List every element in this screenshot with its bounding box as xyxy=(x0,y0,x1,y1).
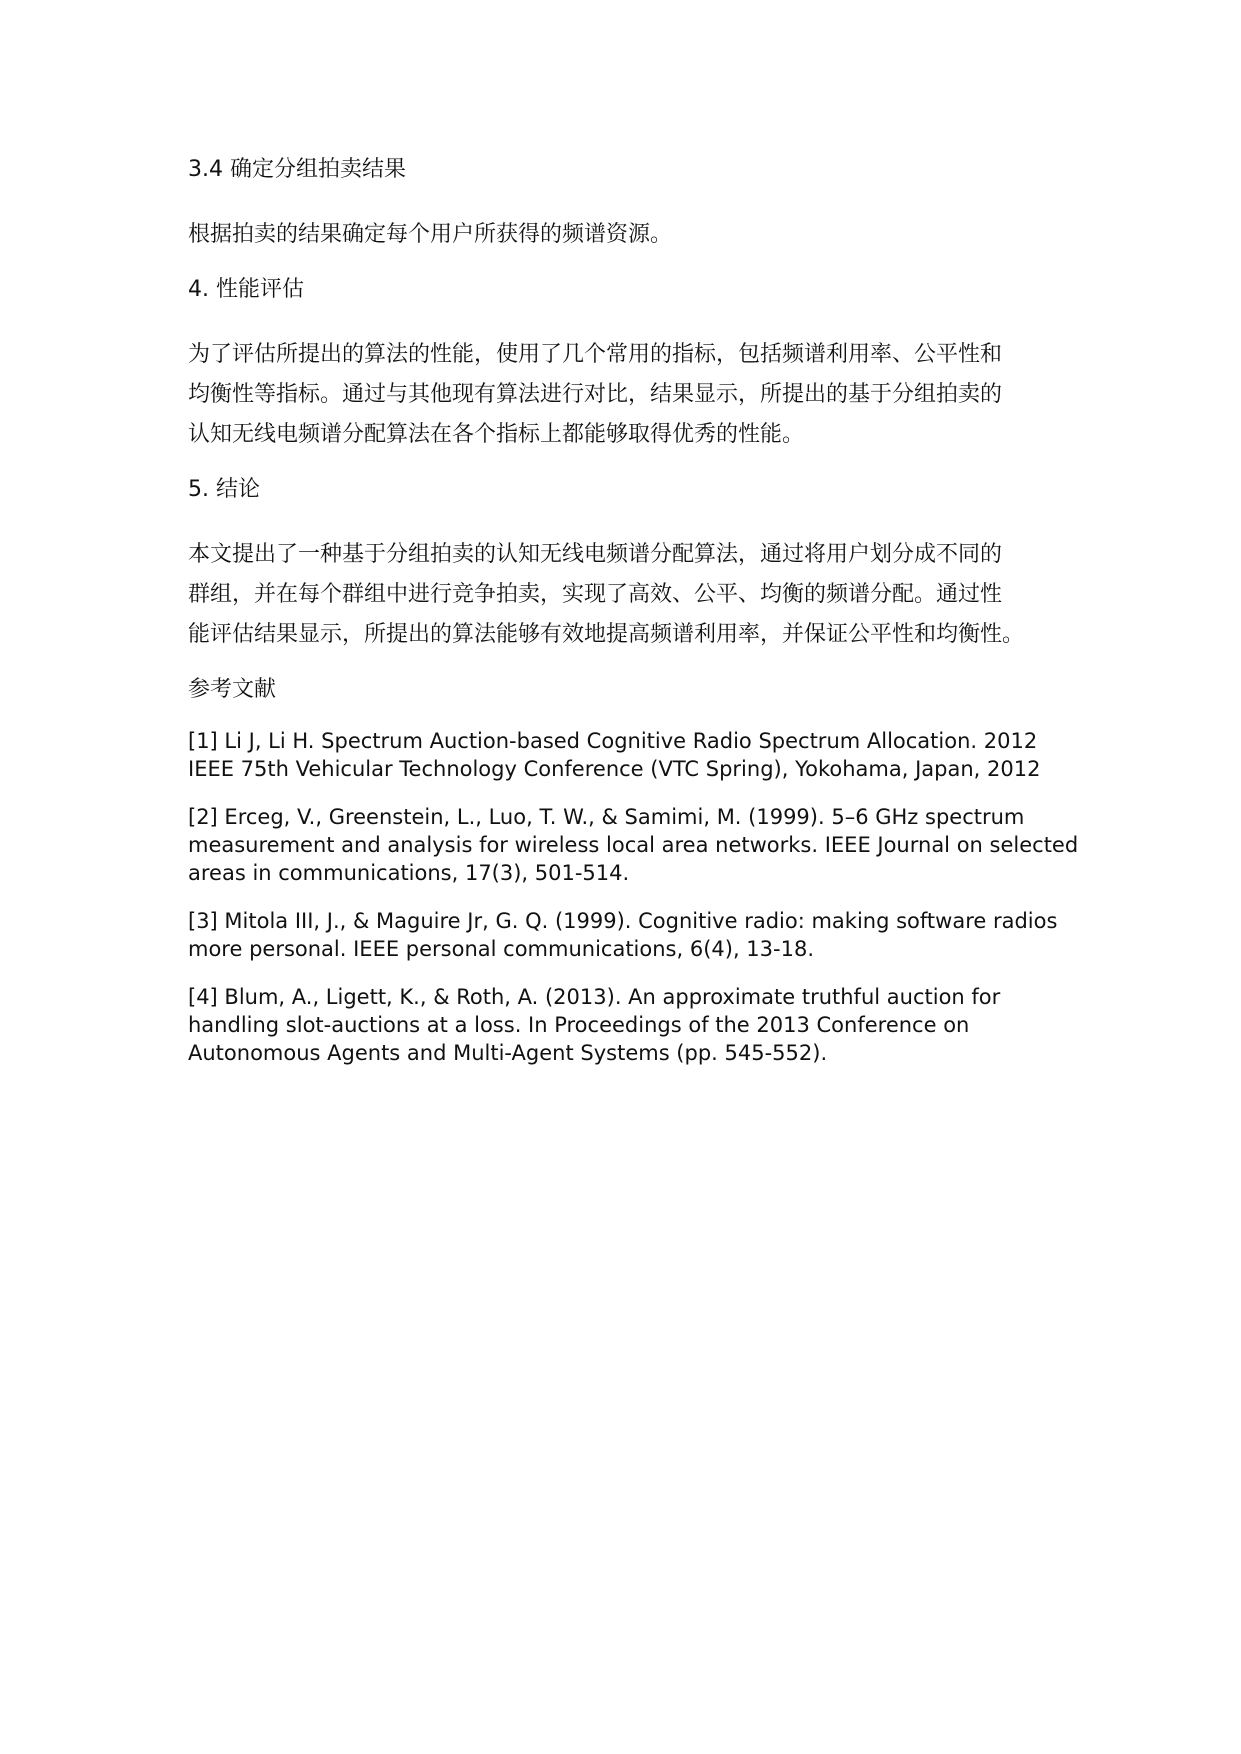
reference-line: [2] Erceg, V., Greenstein, L., Luo, T. W., & Samimi, M. (1999). 5–6 GHz spectrum xyxy=(188,805,1025,829)
reference-line: measurement and analysis for wireless local area networks. IEEE Journal on selected xyxy=(188,833,1079,857)
reference-line: IEEE 75th Vehicular Technology Conference (VTC Spring), Yokohama, Japan, 2012 xyxy=(188,757,1041,781)
section-5-paragraph xyxy=(188,535,1088,655)
paragraph-line: 为了评估所提出的算法的性能，使用了几个常用的指标，包括频谱利用率、公平性和 xyxy=(188,342,1003,367)
reference-line: [3] Mitola III, J., & Maguire Jr, G. Q. (1999). Cognitive radio: making software radios xyxy=(188,909,1058,933)
section-3-4-heading: 3.4 确定分组拍卖结果 xyxy=(188,157,406,182)
section-4-heading: 4. 性能评估 xyxy=(188,277,304,302)
section-3-4-paragraph xyxy=(188,215,1088,255)
paragraph-line: 根据拍卖的结果确定每个用户所获得的频谱资源。 xyxy=(188,222,673,247)
paragraph-line: 群组，并在每个群组中进行竞争拍卖，实现了高效、公平、均衡的频谱分配。通过性 xyxy=(188,582,1003,607)
reference-line: [1] Li J, Li H. Spectrum Auction-based Cognitive Radio Spectrum Allocation. 2012 xyxy=(188,729,1038,753)
paragraph-line: 本文提出了一种基于分组拍卖的认知无线电频谱分配算法，通过将用户划分成不同的 xyxy=(188,542,1003,567)
document-page xyxy=(188,155,1088,1087)
paragraph-line: 能评估结果显示，所提出的算法能够有效地提高频谱利用率，并保证公平性和均衡性。 xyxy=(188,622,1025,647)
reference-line: more personal. IEEE personal communications, 6(4), 13-18. xyxy=(188,937,814,961)
reference-line: [4] Blum, A., Ligett, K., & Roth, A. (2013). An approximate truthful auction for xyxy=(188,985,1001,1009)
reference-2 xyxy=(188,803,1088,887)
section-4-paragraph xyxy=(188,335,1088,455)
reference-1 xyxy=(188,727,1088,783)
paragraph-line: 认知无线电频谱分配算法在各个指标上都能够取得优秀的性能。 xyxy=(188,422,805,447)
paragraph-line: 均衡性等指标。通过与其他现有算法进行对比，结果显示，所提出的基于分组拍卖的 xyxy=(188,382,1003,407)
reference-3 xyxy=(188,907,1088,963)
reference-4 xyxy=(188,983,1088,1067)
reference-line: areas in communications, 17(3), 501-514. xyxy=(188,861,630,885)
references-heading: 参考文献 xyxy=(188,677,277,702)
reference-line: handling slot-auctions at a loss. In Proceedings of the 2013 Conference on xyxy=(188,1013,970,1037)
section-5-heading: 5. 结论 xyxy=(188,477,260,502)
reference-line: Autonomous Agents and Multi-Agent Systems (pp. 545-552). xyxy=(188,1041,828,1065)
